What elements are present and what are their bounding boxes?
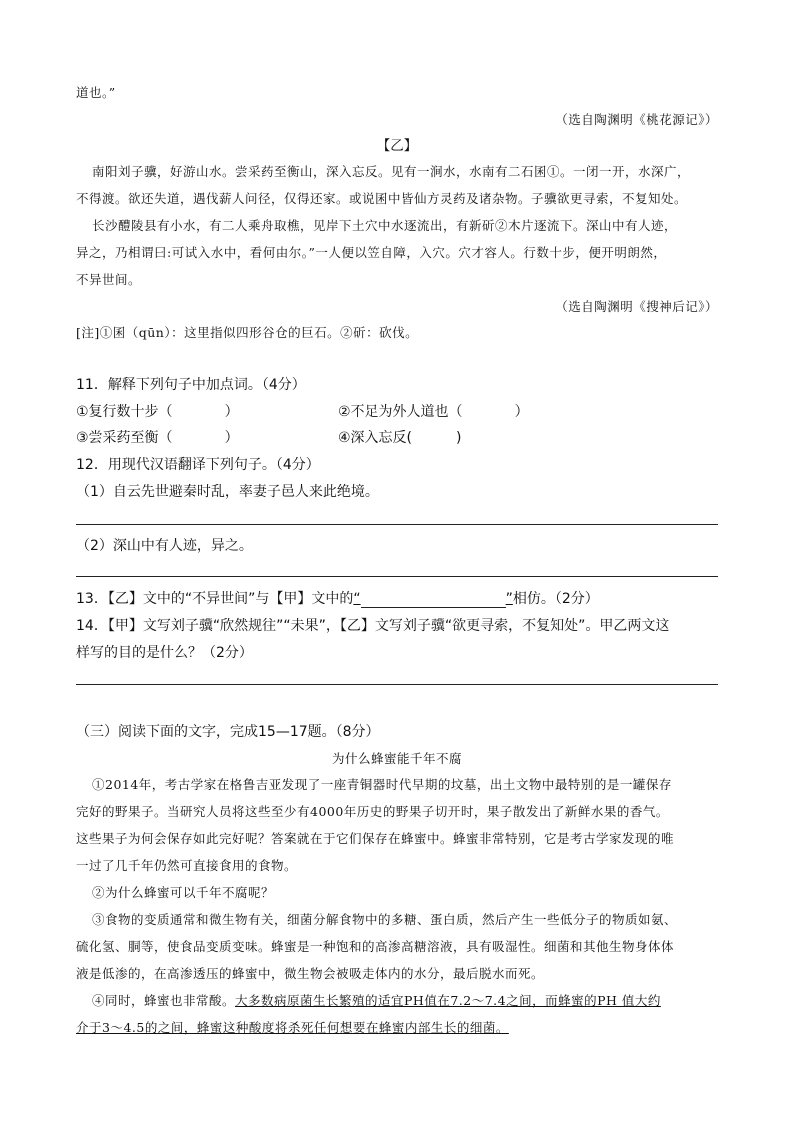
answer-line[interactable] — [76, 576, 718, 577]
q11-item-3 — [76, 429, 239, 447]
yi-para2-line3: 不异世间。 — [76, 272, 142, 287]
question-14-line2: 样写的目的是什么？（2分） — [76, 645, 253, 661]
article-para1-line1: ①2014年，考古学家在格鲁吉亚发现了一座青铜器时代早期的坟墓，出土文物中最特别的是一罐保存 — [92, 777, 672, 792]
annotation-note: [注]①囷（qūn）：这里指似四形谷仓的巨石。②斫：砍伐。 — [76, 325, 419, 340]
article-para4-line2: 介于3～4.5的之间，蜂蜜这种酸度将杀死任何想要在蜂蜜内部生长的细菌。 — [76, 1020, 509, 1035]
paren-close: ） — [224, 404, 239, 420]
article-para3-line1: ③食物的变质通常和微生物有关，细菌分解食物中的多糖、蛋白质，然后产生一些低分子的物质如氨、 — [92, 912, 678, 927]
source-yi: （选自陶渊明《搜神后记》） — [555, 299, 718, 314]
paren-close: ） — [224, 430, 239, 446]
q12-item-1: （1）自云先世避秦时乱，率妻子邑人来此绝境。 — [76, 484, 379, 500]
article-para3-line2: 硫化氢、胴等，使食品变质变味。蜂蜜是一种饱和的高渗高糖溶液，具有吸湿性。细菌和其他生物身体体 — [76, 939, 675, 954]
q11-item-1-text: ①复行数十步（ — [76, 404, 173, 420]
article-para4-plain: ④同时，蜂蜜也非常酸。 — [92, 993, 236, 1008]
yi-para2-line1: 长沙醴陵县有小水，有二人乘舟取樵，见岸下土穴中水逐流出，有新斫②木片逐流下。深山中有人迹， — [92, 218, 678, 233]
question-11: 11．解释下列句子中加点词。（4分） — [76, 377, 306, 393]
answer-line[interactable] — [76, 524, 718, 525]
answer-line[interactable] — [76, 684, 718, 685]
yi-heading: 【乙】 — [376, 138, 418, 154]
article-para4-underlined: 大多数病原菌生长繁殖的适宜PH值在7.2～7.4之间，而蜂蜜的PH 值大约 — [235, 993, 661, 1008]
q13-quote-close: ” — [505, 591, 513, 607]
section-3-heading: （三）阅读下面的文字，完成15—17题。（8分） — [76, 724, 380, 740]
passage-jia-end: 道也。” — [76, 85, 116, 100]
yi-para1-line1: 南阳刘子骥，好游山水。尝采药至衡山，深入忘反。见有一涧水，水南有二石囷①。一闭一开，水深广， — [92, 164, 691, 179]
q12-item-2: （2）深山中有人迹，异之。 — [76, 538, 253, 554]
source-jia: （选自陶渊明《桃花源记》） — [555, 112, 718, 127]
fill-blank[interactable] — [361, 593, 506, 608]
q13-text-b: 相仿。（2分） — [512, 591, 599, 607]
article-para1-line2: 完好的野果子。当研究人员将这些至少有4000年历史的野果子切开时，果子散发出了新鲜水果的香气。 — [76, 804, 669, 819]
q11-item-2-text: ②不足为外人道也（ — [338, 404, 463, 420]
q13-text-a: 13．【乙】文中的“不异世间”与【甲】文中的 — [76, 591, 354, 607]
article-para3-line3: 液是低渗的，在高渗透压的蜂蜜中，微生物会被吸走体内的水分，最后脱水而死。 — [76, 966, 545, 981]
yi-para2-line2: 异之，乃相谓曰:可试入水中，看何由尔。”一人便以笠自障，入穴。穴才容人。行数十步，便开明朗然， — [76, 245, 667, 260]
q11-item-3-text: ③尝采药至衡（ — [76, 430, 173, 446]
q11-item-4 — [338, 429, 461, 447]
q13-quote-open: “ — [353, 591, 361, 607]
q11-item-1 — [76, 403, 239, 421]
q11-item-4-text: ④深入忘反( — [338, 430, 413, 446]
question-12: 12．用现代汉语翻译下列句子。（4分） — [76, 457, 320, 473]
article-para1-line3: 这些果子为何会保存如此完好呢？答案就在于它们保存在蜂蜜中。蜂蜜非常特别，它是考古学家发现的唯 — [76, 831, 675, 846]
question-14-line1: 14．【甲】文写刘子骥“欣然规往”“未果”，【乙】文写刘子骥“欲更寻索，不复知处”。甲乙两文这 — [76, 618, 670, 634]
article-para4-line1 — [92, 992, 661, 1010]
article-para1-line4: 一过了几千年仍然可直接食用的食物。 — [76, 858, 298, 873]
article-para2: ②为什么蜂蜜可以千年不腐呢？ — [92, 885, 275, 900]
paren-close: ) — [456, 430, 462, 446]
paren-close: ） — [514, 404, 529, 420]
question-13 — [76, 590, 599, 608]
q11-item-2 — [338, 403, 529, 421]
article-title: 为什么蜂蜜能千年不腐 — [331, 751, 462, 766]
yi-para1-line2: 不得渡。欲还失道，遇伐薪人问径，仅得还家。或说囷中皆仙方灵药及诸杂物。子骥欲更寻索，不复知处。 — [76, 191, 688, 206]
